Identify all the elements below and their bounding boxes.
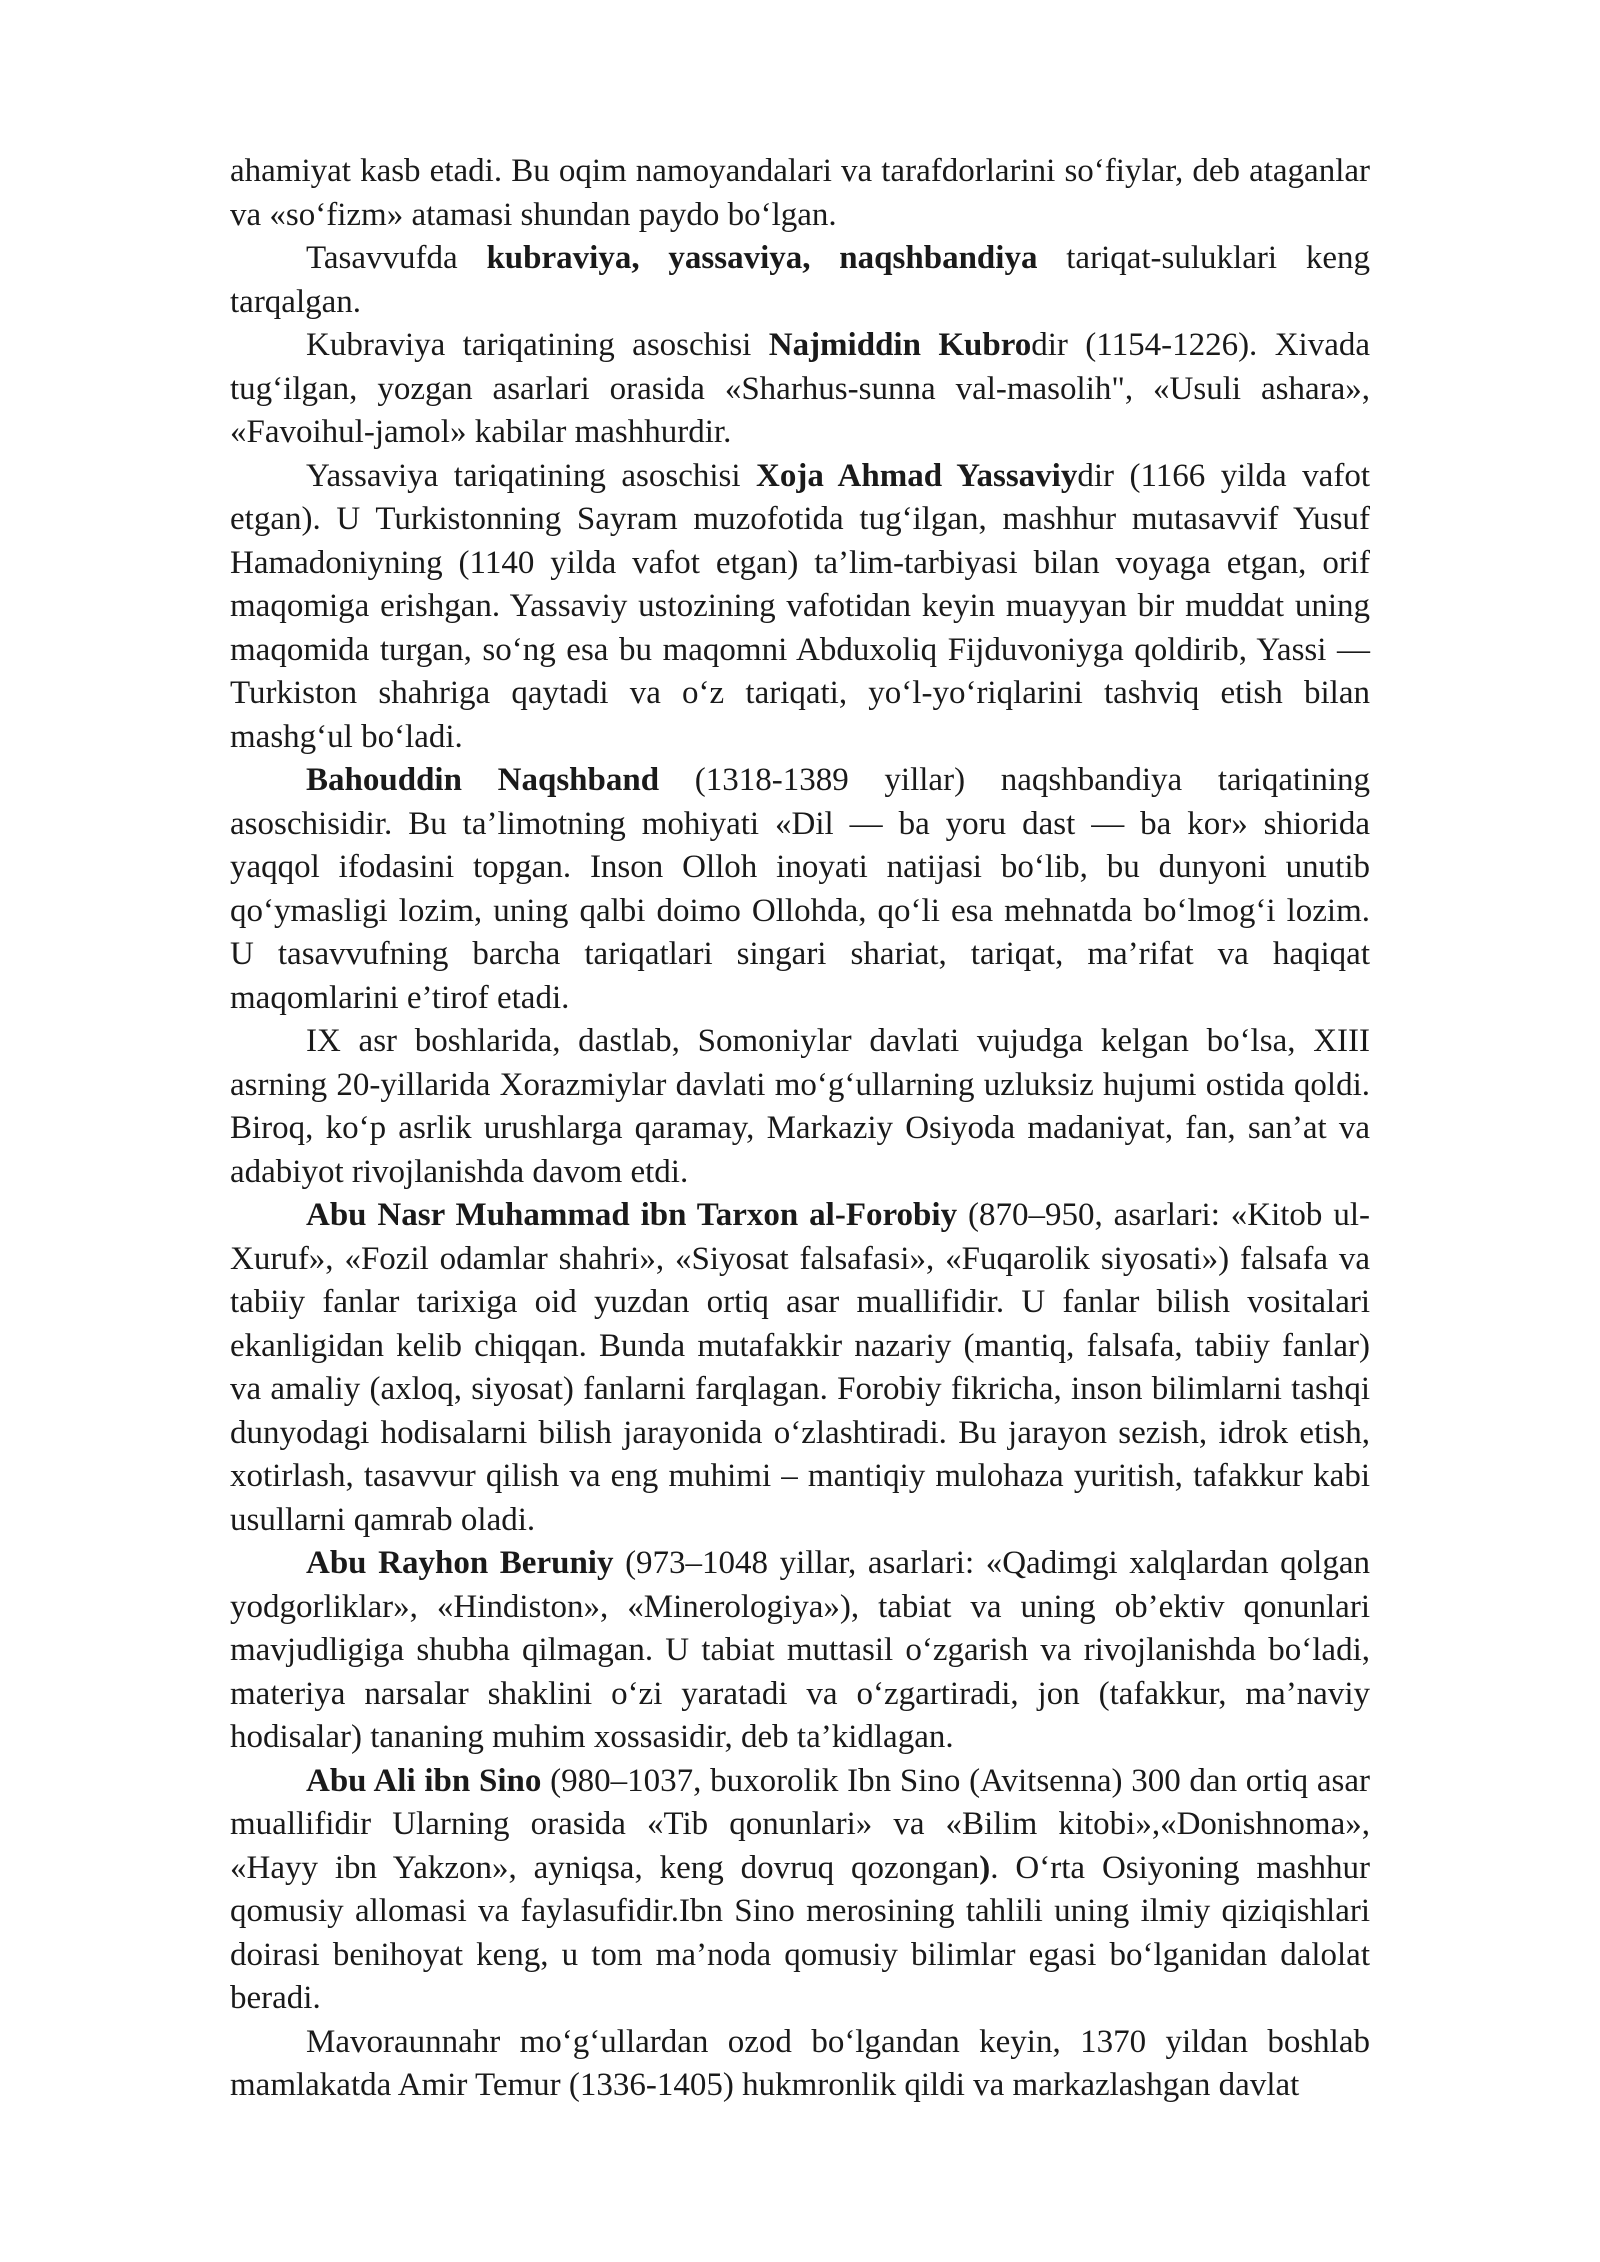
paragraph-9 [230, 1760, 1370, 2021]
text-segment: Mavoraunnahr mo‘g‘ullardan ozod bo‘lgandan keyin, 1370 yildan boshlab mamlakatda Amir Temur (1336-1405) hukmronlik qildi va markazlashgan davlat [230, 2023, 1370, 2103]
bold-name: Abu Rayhon Beruniy [306, 1545, 614, 1581]
text-segment: Tasavvufda [306, 240, 487, 276]
text-segment: ahamiyat kasb etadi. Bu oqim namoyandalari va tarafdorlarini so‘fiylar, deb ataganlar va «so‘fizm» atamasi shundan paydo bo‘lgan. [230, 153, 1370, 233]
paragraph-6 [230, 1020, 1370, 1194]
text-segment: IX asr boshlarida, dastlab, Somoniylar davlati vujudga kelgan bo‘lsa, XIII asrning 20-yillarida Xorazmiylar davlati mo‘g‘ullarning uzluksiz hujumi ostida qoldi. Biroq, ko‘p asrlik urushlarga qaramay, Markaziy Osiyoda madaniyat, fan, san’at va adabiyot rivojlanishda davom etdi. [230, 1023, 1370, 1190]
paragraph-3 [230, 324, 1370, 455]
paragraph-2 [230, 237, 1370, 324]
bold-name: Bahouddin Naqshband [306, 762, 660, 798]
bold-paren: ) [979, 1849, 991, 1886]
bold-term: kubraviya, yassaviya, naqshbandiya [486, 240, 1038, 276]
paragraph-1 [230, 150, 1370, 237]
text-segment: (980–1037, buxorolik Ibn Sino (Avitsenna) 300 dan ortiq asar muallifidir Ularning orasida «Tib qonunlari» va «Bilim kitobi»,«Donishnoma», «Hayy ibn Yakzon», ayniqsa, keng dovruq qozongan [230, 1762, 1371, 1886]
text-segment: . O‘rta Osiyoning mashhur qomusiy allomasi va faylasufidir.Ibn Sino merosining tahlili uning ilmiy qiziqishlari doirasi benihoyat keng, u tom ma’noda qomusiy bilimlar egasi bo‘lganidan dalolat beradi. [230, 1849, 1370, 2016]
text-segment: dir (1154-1226). Xivada tug‘ilgan, yozgan asarlari orasida «Sharhus-sunna val-masolih", «Usuli ashara», «Favoihul-jamol» kabilar mashhurdir. [230, 327, 1370, 450]
text-segment: Yassaviya tariqatining asoschisi [306, 457, 757, 494]
document-page [230, 150, 1370, 2108]
bold-name: Abu Ali ibn Sino [306, 1762, 542, 1799]
text-segment: (973–1048 yillar, asarlari: «Qadimgi xalqlardan qolgan yodgorliklar», «Hindiston», «Minerologiya»), tabiat va uning ob’ektiv qonunlari mavjudligiga shubha qilmagan. U tabiat muttasil o‘zgarish va rivojlanishda bo‘ladi, materiya narsalar shaklini o‘zi yaratadi va o‘zgartiradi, jon (tafakkur, ma’naviy hodisalar) tananing muhim xossasidir, deb ta’kidlagan. [230, 1545, 1370, 1755]
bold-name: Xoja Ahmad Yassaviy [756, 457, 1078, 494]
bold-name: Najmiddin Kubro [768, 327, 1032, 363]
paragraph-10 [230, 2021, 1370, 2108]
paragraph-4 [230, 455, 1370, 760]
text-segment: dir (1166 yilda vafot etgan). U Turkistonning Sayram muzofotida tug‘ilgan, mashhur mutasavvif Yusuf Hamadoniyning (1140 yilda vafot etgan) ta’lim-tarbiyasi bilan voyaga etgan, orif maqomiga erishgan. Yassaviy ustozining vafotidan keyin muayyan bir muddat uning maqomida turgan, so‘ng esa bu maqomni Abduxoliq Fijduvoniyga qoldirib, Yassi — Turkiston shahriga qaytadi va o‘z tariqati, yo‘l-yo‘riqlarini tashviq etish bilan mashg‘ul bo‘ladi. [230, 457, 1370, 755]
text-segment: (870–950, asarlari: «Kitob ul-Xuruf», «Fozil odamlar shahri», «Siyosat falsafasi», «Fuqarolik siyosati») falsafa va tabiiy fanlar tarixiga oid yuzdan ortiq asar muallifidir. U fanlar bilish vositalari ekanligidan kelib chiqqan. Bunda mutafakkir nazariy (mantiq, falsafa, tabiiy fanlar) va amaliy (axloq, siyosat) fanlarni farqlagan. Forobiy fikricha, inson bilimlarni tashqi dunyodagi hodisalarni bilish jarayonida o‘zlashtiradi. Bu jarayon sezish, idrok etish, xotirlash, tasavvur qilish va eng muhimi – mantiqiy mulohaza yuritish, tafakkur kabi usullarni qamrab oladi. [230, 1197, 1370, 1538]
paragraph-7 [230, 1194, 1370, 1542]
paragraph-8 [230, 1542, 1370, 1760]
text-segment: Kubraviya tariqatining asoschisi [306, 327, 769, 363]
text-segment: tariqat-suluklari keng tarqalgan. [230, 240, 1370, 320]
bold-name: Abu Nasr Muhammad ibn Tarxon al-Forobiy [306, 1197, 958, 1233]
paragraph-5 [230, 759, 1370, 1020]
text-segment: (1318-1389 yillar) naqshbandiya tariqatining asoschisidir. Bu ta’limotning mohiyati «Dil — ba yoru dast — ba kor» shiorida yaqqol ifodasini topgan. Inson Olloh inoyati natijasi bo‘lib, bu dunyoni unutib qo‘ymasligi lozim, uning qalbi doimo Ollohda, qo‘li esa mehnatda bo‘lmog‘i lozim. U tasavvufning barcha tariqatlari singari shariat, tariqat, ma’rifat va haqiqat maqomlarini e’tirof etadi. [230, 762, 1371, 1016]
